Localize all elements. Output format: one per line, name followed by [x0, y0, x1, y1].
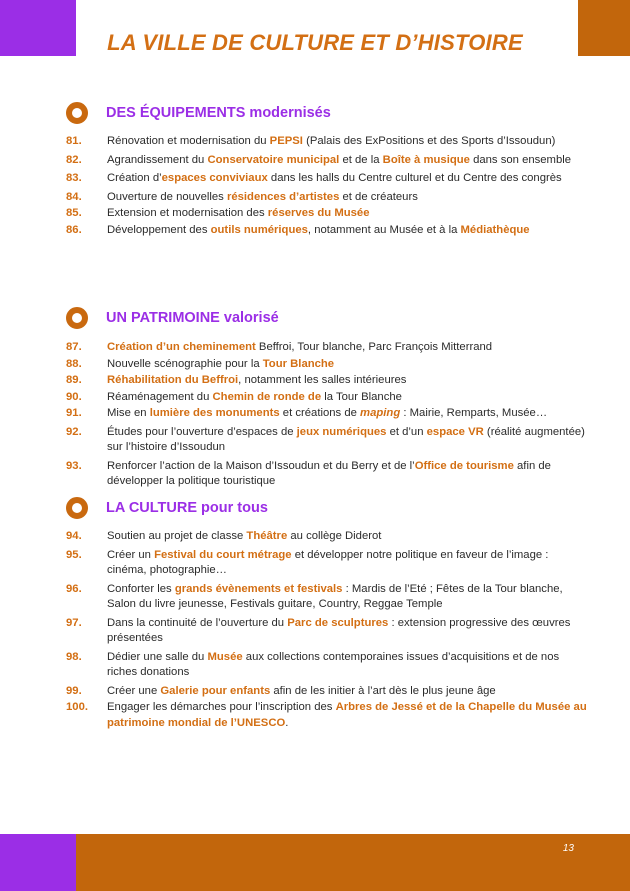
- ring-bullet-icon: [66, 102, 88, 124]
- section-title-main: LA CULTURE: [106, 500, 198, 516]
- item-text: Créer une Galerie pour enfants afin de les initier à l’art dès le plus jeune âge: [107, 684, 496, 697]
- item-number: 95.: [66, 548, 82, 561]
- item-text: Agrandissement du Conservatoire municipal et de la Boîte à musique dans son ensemble: [107, 153, 572, 166]
- item-text: Études pour l’ouverture d’espaces de jeux numériques et d’un espace VR (réalité augmentée) sur l’histoire d’Issoudun: [107, 425, 585, 453]
- item-text: Nouvelle scénographie pour la Tour Blanche: [107, 357, 335, 370]
- section-culture: [66, 497, 590, 731]
- list-item: [66, 171, 590, 187]
- ring-bullet-icon: [66, 307, 88, 329]
- item-number: 88.: [66, 357, 82, 370]
- page-title: LA VILLE DE CULTURE ET D’HISTOIRE: [107, 30, 523, 55]
- item-list: [66, 340, 590, 490]
- item-text: Conforter les grands évènements et festivals : Mardis de l’Eté ; Fêtes de la Tour blanche, Salon du livre jeunesse, Festivals guitare, Country, Reggae Temple: [107, 582, 563, 610]
- item-number: 93.: [66, 459, 82, 472]
- list-item: [66, 529, 590, 545]
- item-text: Création d’espaces conviviaux dans les halls du Centre culturel et du Centre des congrès: [107, 172, 562, 184]
- item-number: 83.: [66, 172, 82, 184]
- list-item: [66, 357, 590, 373]
- page-number: 13: [562, 843, 574, 854]
- item-number: 89.: [66, 374, 82, 386]
- item-text: Extension et modernisation des réserves du Musée: [107, 207, 370, 219]
- item-number: 92.: [66, 425, 82, 438]
- section-title-sub: valorisé: [223, 310, 279, 326]
- list-item: [66, 134, 590, 150]
- item-number: 86.: [66, 223, 82, 236]
- item-text: Engager les démarches pour l’inscription des Arbres de Jessé et de la Chapelle du Musée au patrimoine mondial de l’UNESCO.: [107, 701, 587, 729]
- section-title: [106, 105, 331, 121]
- list-item: [66, 190, 590, 206]
- footer-left-color-block: [0, 834, 76, 891]
- item-number: 100.: [66, 701, 88, 713]
- list-item: [66, 153, 590, 169]
- section-equipements: [66, 102, 590, 238]
- item-text: Soutien au projet de classe Théâtre au collège Diderot: [107, 530, 382, 542]
- item-text: Réaménagement du Chemin de ronde de la Tour Blanche: [107, 390, 402, 403]
- item-list: [66, 529, 590, 731]
- item-number: 99.: [66, 684, 82, 697]
- list-item: [66, 373, 590, 389]
- item-text: Ouverture de nouvelles résidences d’artistes et de créateurs: [107, 190, 418, 203]
- list-item: [66, 582, 590, 613]
- list-item: [66, 390, 590, 406]
- section-title: [106, 310, 279, 326]
- section-title-sub: modernisés: [249, 105, 331, 121]
- item-text: Rénovation et modernisation du PEPSI (Palais des ExPositions et des Sports d’Issoudun): [107, 135, 556, 147]
- item-text: Création d’un cheminement Beffroi, Tour blanche, Parc François Mitterrand: [107, 341, 493, 353]
- section-header: [66, 307, 590, 329]
- list-item: [66, 340, 590, 356]
- section-title-sub: pour tous: [201, 500, 268, 516]
- item-text: Dans la continuité de l’ouverture du Parc de sculptures : extension progressive des œuvres présentées: [107, 616, 571, 644]
- section-title-main: UN PATRIMOINE: [106, 310, 220, 326]
- item-number: 96.: [66, 582, 82, 595]
- item-list: [66, 134, 590, 238]
- list-item: [66, 459, 590, 490]
- item-text: Réhabilitation du Beffroi, notamment les salles intérieures: [107, 374, 407, 386]
- list-item: [66, 406, 590, 422]
- list-item: [66, 616, 590, 647]
- item-text: Dédier une salle du Musée aux collections contemporaines issues d’acquisitions et de nos riches donations: [107, 650, 560, 678]
- list-item: [66, 206, 590, 222]
- item-text: Renforcer l’action de la Maison d’Issoudun et du Berry et de l’Office de tourisme afin de développer la politique touristique: [107, 459, 551, 487]
- item-number: 84.: [66, 190, 82, 203]
- section-patrimoine: [66, 307, 590, 490]
- item-number: 82.: [66, 153, 82, 166]
- item-number: 97.: [66, 616, 82, 629]
- item-number: 87.: [66, 341, 82, 353]
- item-number: 94.: [66, 530, 82, 542]
- list-item: [66, 684, 590, 700]
- item-number: 90.: [66, 390, 82, 403]
- list-item: [66, 223, 590, 239]
- item-text: Mise en lumière des monuments et créations de maping : Mairie, Remparts, Musée…: [107, 407, 548, 419]
- ring-bullet-icon: [66, 497, 88, 519]
- section-header: [66, 497, 590, 519]
- item-text: Créer un Festival du court métrage et développer notre politique en faveur de l’image : cinéma, photographie…: [107, 548, 549, 576]
- item-number: 85.: [66, 207, 82, 219]
- section-title: [106, 500, 268, 516]
- item-number: 81.: [66, 135, 82, 147]
- item-number: 91.: [66, 407, 82, 419]
- section-header: [66, 102, 590, 124]
- item-number: 98.: [66, 650, 82, 663]
- item-text: Développement des outils numériques, notamment au Musée et à la Médiathèque: [107, 223, 530, 236]
- list-item: [66, 425, 590, 456]
- footer-right-color-block: [76, 834, 630, 891]
- section-title-main: DES ÉQUIPEMENTS: [106, 105, 246, 121]
- list-item: [66, 650, 590, 681]
- list-item: [66, 700, 590, 731]
- list-item: [66, 548, 590, 579]
